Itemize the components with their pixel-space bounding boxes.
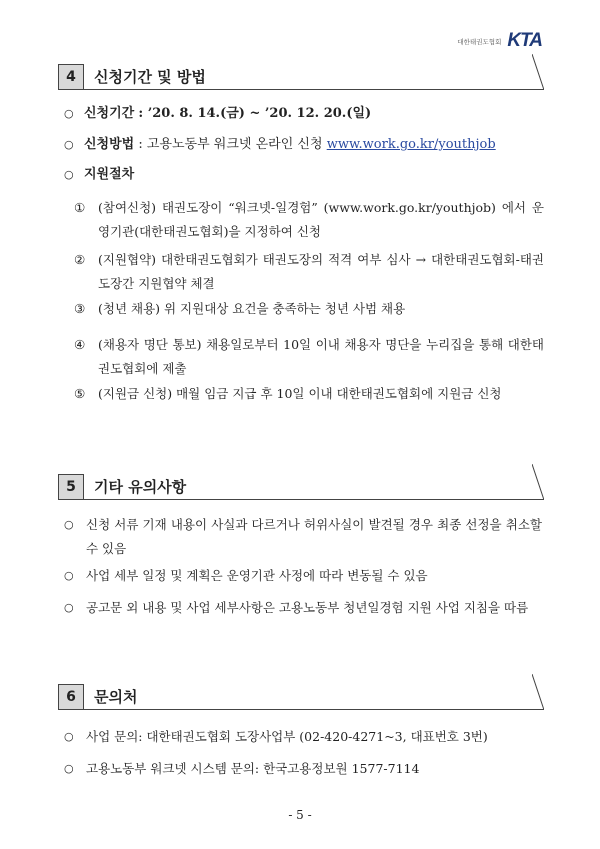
section-underline [84,709,544,710]
page-number: - 5 - [288,808,312,822]
step-text: (참여신청) 태권도장이 “워크넷-일경험” (www.work.go.kr/youthjob) 에서 운영기관(대한태권도협회)을 지정하여 신청 [98,200,544,239]
section-underline [84,89,544,90]
procedure-step [74,333,544,381]
section-title: 신청기간 및 방법 [94,68,206,86]
section-number: 4 [58,64,84,90]
section-slash-decoration [532,674,544,710]
contact-text: 사업 문의: 대한태권도협회 도장사업부 (02-420-4271~3, 대표번호 3번) [86,729,488,744]
contact-item [64,725,542,749]
contact-item [64,757,542,781]
procedure-step [74,297,544,321]
section-header-5 [58,474,544,500]
section-underline [84,499,544,500]
step-text: (채용자 명단 통보) 채용일로부터 10일 이내 채용자 명단을 누리집을 통해 대한태권도협회에 제출 [98,337,544,376]
step-number: ① [74,200,86,215]
notice-text: 사업 세부 일정 및 계획은 운영기관 사정에 따라 변동될 수 있음 [86,568,428,583]
section-slash-decoration [532,54,544,90]
step-number: ③ [74,301,86,316]
step-number: ④ [74,337,86,352]
step-number: ⑤ [74,386,86,401]
notice-text: 공고문 외 내용 및 사업 세부사항은 고용노동부 청년일경험 지원 사업 지침을 따름 [86,600,529,615]
step-number: ② [74,252,86,267]
bullet-circle: ○ [64,138,74,151]
procedure-row [64,163,544,187]
bullet-circle: ○ [64,168,74,181]
step-text: (지원금 신청) 매월 임금 지급 후 10일 이내 대한태권도협회에 지원금 신청 [98,386,502,401]
bullet-circle: ○ [64,762,74,775]
kta-logo [457,30,542,52]
procedure-step [74,382,544,406]
bullet-circle: ○ [64,107,74,120]
notice-item [64,513,542,561]
worknet-link[interactable]: www.work.go.kr/youthjob [326,137,496,152]
method-row [64,133,544,157]
bullet-circle: ○ [64,601,74,614]
org-name: 대한태권도협회 [457,37,502,46]
method-value: : 고용노동부 워크넷 온라인 신청 [138,137,323,152]
bullet-circle: ○ [64,730,74,743]
period-value: : ’20. 8. 14.(금) ~ ’20. 12. 20.(일) [138,106,372,121]
contact-text: 고용노동부 워크넷 시스템 문의: 한국고용정보원 1577-7114 [86,761,420,776]
period-label: 신청기간 [84,106,135,121]
section-number: 6 [58,684,84,710]
notice-text: 신청 서류 기재 내용이 사실과 다르거나 허위사실이 발견될 경우 최종 선정을 취소할 수 있음 [86,517,542,556]
logo-mark: KTA [507,30,542,51]
period-row [64,102,544,126]
section-title: 기타 유의사항 [94,478,187,496]
procedure-step [74,196,544,244]
section-header-6 [58,684,544,710]
notice-item [64,596,542,620]
section-header-4 [58,64,544,90]
section-slash-decoration [532,464,544,500]
procedure-label: 지원절차 [84,167,135,182]
notice-item [64,564,542,588]
bullet-circle: ○ [64,569,74,582]
step-text: (청년 채용) 위 지원대상 요건을 충족하는 청년 사범 채용 [98,301,406,316]
bullet-circle: ○ [64,518,74,531]
section-title: 문의처 [94,688,138,706]
section-number: 5 [58,474,84,500]
step-text: (지원협약) 대한태권도협회가 태권도장의 적격 여부 심사 → 대한태권도협회-태권도장간 지원협약 체결 [98,252,544,291]
procedure-step [74,248,544,296]
method-label: 신청방법 [84,137,135,152]
